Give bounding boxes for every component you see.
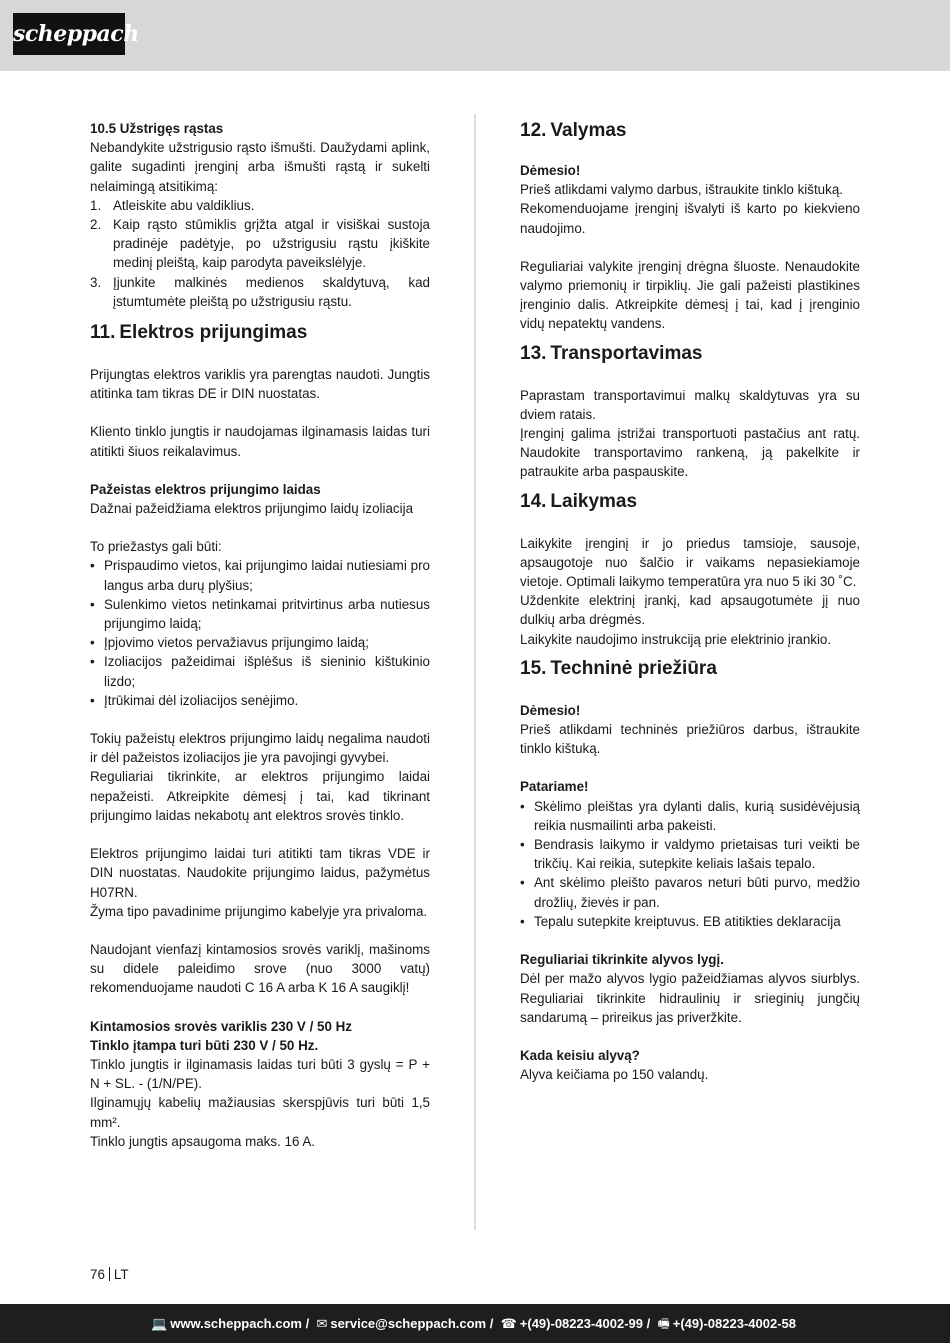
- section-11-paragraph: Žyma tipo pavadinime prijungimo kabelyje yra privaloma.: [90, 903, 428, 919]
- section-12-paragraph: Reguliariai valykite įrenginį drėgna šluoste. Nenaudokite valymo priemonių ir tirpiklių. Jie gali pažeisti plastikines įrenginio dalis. Atkreipkite dėmesį į tai, kad į įrenginio vidų nepatektų vandens.: [520, 258, 860, 332]
- column-divider: [474, 114, 476, 1230]
- oil-change-text: Alyva keičiama po 150 valandų.: [520, 1067, 709, 1083]
- list-item: 3. Įjunkite malkinės medienos skaldytuvą, kad įstumtumėte pleištą po užstrigusiu rąstu.: [90, 274, 430, 309]
- section-12-heading: 12. Valymas: [520, 120, 627, 141]
- mains-voltage-title: Tinklo įtampa turi būti 230 V / 50 Hz.: [90, 1037, 319, 1053]
- oil-level-text: Dėl per mažo alyvos lygio pažeidžiamas alyvos siurblys. Reguliariai tikrinkite hidraulinių ir srieginių jungčių sandarumą – prireikus jas priveržkite.: [520, 971, 860, 1025]
- oil-change-title: Kada keisiu alyvą?: [520, 1047, 640, 1063]
- footer-email[interactable]: ✉ service@scheppach.com /: [313, 1304, 494, 1343]
- right-column: [520, 119, 860, 1084]
- attention-label: Dėmesio!: [520, 702, 581, 718]
- maintenance-list: [520, 797, 860, 931]
- list-item: 2. Kaip rąsto stūmiklis grįžta atgal ir visiškai sustoja pradinėje padėtyje, po užstrigusiu rąstu įkiškite medinį pleištą, kaip parodyta paveikslėlyje.: [90, 217, 430, 271]
- section-14-paragraph: Uždenkite elektrinį įrankį, kad apsaugotumėte jį nuo dulkių arba drėgmės.: [520, 593, 860, 628]
- list-item: • Skėlimo pleištas yra dylanti dalis, kurią susidėvėjusią reikia nusmailinti arba pakeisti.: [520, 798, 860, 833]
- causes-intro: To priežastys gali būti:: [90, 539, 222, 555]
- section-11-paragraph: Reguliariai tikrinkite, ar elektros prijungimo laidai nepažeisti. Atkreipkite dėmesį į tai, kad tikrinant prijungimo laidas nekabotų ant elektros srovės tinklo.: [90, 769, 430, 823]
- section-15-paragraph: Prieš atlikdami techninės priežiūros darbus, ištraukite tinklo kištuką.: [520, 722, 860, 757]
- section-11-paragraph: Prijungtas elektros variklis yra parengtas naudoti. Jungtis atitinka tam tikras DE ir DIN nuostatas.: [90, 367, 430, 402]
- advice-label: Patariame!: [520, 779, 589, 795]
- section-11-paragraph: Kliento tinklo jungtis ir naudojamas ilginamasis laidas turi atitikti šiuos reikalavimus.: [90, 424, 430, 459]
- section-11-paragraph: Tinklo jungtis ir ilginamasis laidas turi būti 3 gyslų = P + N + SL. - (1/N/PE).: [90, 1056, 430, 1092]
- section-10-5-text: Nebandykite užstrigusio rąsto išmušti. Daužydami aplink, galite sugadinti įrenginį arba išmušti rąstą ir sukelti nelaimingą atsitikimą:: [90, 140, 430, 194]
- list-item: • Įpjovimo vietos pervažiavus prijungimo laidą;: [90, 635, 369, 651]
- section-11-paragraph: Elektros prijungimo laidai turi atitikti tam tikras VDE ir DIN nuostatas. Naudokite prijungimo laidus, pažymėtus H07RN.: [90, 846, 430, 900]
- list-item: • Bendrasis laikymo ir valdymo prietaisas turi veikti be trikčių. Kai reikia, sutepkite keliais lašais tepalo.: [520, 837, 860, 872]
- section-11-paragraph: Tinklo jungtis apsaugoma maks. 16 A.: [90, 1133, 316, 1149]
- section-13-paragraph: Įrenginį galima įstrižai transportuoti pastačius ant ratų. Naudokite transportavimo rankeną, ją pakelkite ir patraukite arba paspauskite.: [520, 426, 860, 480]
- page-number: 76 LT: [90, 1267, 129, 1282]
- page-header: [0, 0, 950, 71]
- list-item: • Ant skėlimo pleišto pavaros neturi būti purvo, medžio drožlių, žievės ir pan.: [520, 875, 860, 910]
- section-10-5-steps: [90, 196, 430, 311]
- section-11-heading: 11. Elektros prijungimas: [90, 322, 308, 344]
- list-item: • Sulenkimo vietos netinkamai pritvirtinus arba nutiesus prijungimo laidą;: [90, 596, 430, 632]
- section-11-paragraph: Naudojant vienfazį kintamosios srovės variklį, mašinoms su didele paleidimo srove (nuo 3000 vatų) rekomenduojame naudoti C 16 A arba K 16 A saugiklį!: [90, 941, 430, 996]
- section-13-paragraph: Paprastam transportavimui malkų skaldytuvas yra su dviem ratais.: [520, 387, 860, 422]
- section-15-heading: 15. Techninė priežiūra: [520, 657, 717, 679]
- mail-icon: ✉: [316, 1316, 328, 1331]
- footer-website[interactable]: 💻 www.scheppach.com /: [151, 1304, 309, 1343]
- section-14-heading: 14. Laikymas: [520, 490, 638, 512]
- section-14-paragraph: Laikykite naudojimo instrukciją prie elektrinio įrankio.: [520, 631, 832, 647]
- section-11-paragraph: Tokių pažeistų elektros prijungimo laidų negalima naudoti ir dėl pažeistos izoliacijos jie yra pavojingi gyvybei.: [90, 731, 430, 766]
- section-12-paragraph: Prieš atlikdami valymo darbus, ištraukite tinklo kištuką.: [520, 182, 843, 198]
- fax-icon: 🖷: [657, 1316, 670, 1331]
- damaged-cable-text: Dažnai pažeidžiama elektros prijungimo laidų izoliacija: [90, 501, 414, 517]
- computer-icon: 💻: [151, 1316, 168, 1331]
- list-item: • Įtrūkimai dėl izoliacijos senėjimo.: [90, 692, 299, 708]
- section-14-paragraph: Laikykite įrenginį ir jo priedus tamsioje, sausoje, apsaugotoje nuo šalčio ir vaikams nepasiekiamoje vietoje. Optimali laikymo temperatūra yra nuo 5 iki 30 ˚C.: [520, 535, 860, 590]
- oil-level-title: Reguliariai tikrinkite alyvos lygį.: [520, 952, 724, 968]
- list-item: • Prispaudimo vietos, kai prijungimo laidai nutiesiami pro langus arba durų plyšius;: [90, 558, 430, 593]
- left-column: [90, 119, 430, 1151]
- footer-fax: 🖷 +(49)-08223-4002-58: [654, 1304, 796, 1343]
- causes-list: [90, 556, 430, 710]
- footer-phone: ☎ +(49)-08223-4002-99 /: [497, 1304, 650, 1343]
- attention-label: Dėmesio!: [520, 163, 581, 178]
- section-12-paragraph: Rekomenduojame įrenginį išvalyti iš karto po kiekvieno naudojimo.: [520, 201, 860, 236]
- list-item: 1. Atleiskite abu valdiklius.: [90, 197, 255, 213]
- damaged-cable-title: Pažeistas elektros prijungimo laidas: [90, 481, 321, 497]
- scheppach-logo: scheppach: [13, 13, 125, 55]
- page-footer: [0, 1304, 950, 1343]
- ac-motor-title: Kintamosios srovės variklis 230 V / 50 Hz: [90, 1018, 352, 1034]
- list-item: • Izoliacijos pažeidimai išplėšus iš sieninio kištukinio lizdo;: [90, 654, 430, 689]
- phone-icon: ☎: [500, 1316, 517, 1331]
- section-11-paragraph: Ilginamųjų kabelių mažiausias skerspjūvis turi būti 1,5 mm².: [90, 1095, 430, 1130]
- list-item: • Tepalu sutepkite kreiptuvus. EB atitikties deklaracija: [520, 913, 841, 929]
- section-13-heading: 13. Transportavimas: [520, 342, 703, 364]
- section-10-5-title: 10.5 Užstrigęs rąstas: [90, 121, 224, 136]
